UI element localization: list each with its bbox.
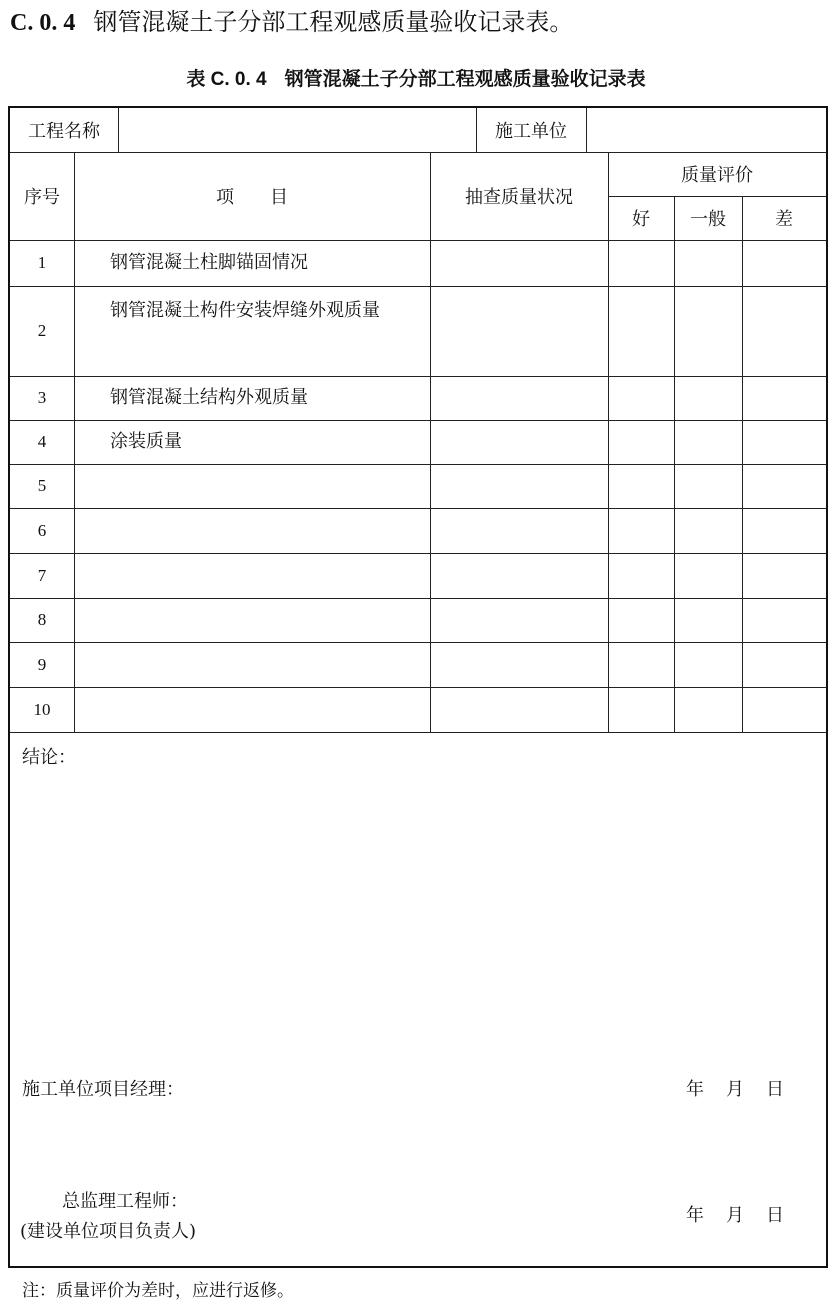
row-seq: 1: [37, 253, 47, 272]
row-item: [74, 464, 430, 508]
manager-signature-date: [664, 1076, 824, 1104]
day-label: 日: [766, 1205, 784, 1226]
column-header-item: 项 目: [216, 187, 288, 208]
section-title: 钢管混凝土子分部工程观感质量验收记录表。: [93, 8, 574, 36]
divider: [430, 152, 431, 732]
column-header-quality-eval: 质量评价: [681, 165, 753, 186]
row-item: [74, 642, 430, 687]
divider: [608, 152, 609, 732]
table-number: 表 C. 0. 4: [186, 69, 267, 90]
construction-unit-label: 施工单位: [495, 121, 567, 142]
divider: [608, 196, 826, 197]
column-header-inspection: 抽查质量状况: [465, 187, 573, 208]
row-item: 钢管混凝土构件安装焊缝外观质量: [110, 300, 380, 321]
manager-signature-label: 施工单位项目经理：: [22, 1079, 184, 1100]
divider: [118, 108, 119, 152]
column-header-good: 好: [632, 209, 650, 230]
table-title: 钢管混凝土子分部工程观感质量验收记录表: [284, 68, 646, 90]
construction-unit-field[interactable]: [586, 108, 826, 152]
supervisor-signature-date: [664, 1202, 824, 1230]
row-item: [74, 598, 430, 642]
column-header-poor: 差: [775, 209, 793, 230]
row-seq: 9: [37, 654, 47, 674]
year-label: 年: [686, 1079, 704, 1100]
row-seq: 7: [37, 565, 47, 585]
record-table: [8, 106, 828, 1268]
project-name-label: 工程名称: [28, 121, 100, 142]
section-number: C. 0. 4: [10, 10, 76, 36]
year-label: 年: [686, 1205, 704, 1226]
row-seq: 4: [37, 432, 47, 451]
row-item: [74, 553, 430, 598]
row-seq: 6: [37, 520, 47, 540]
day-label: 日: [766, 1079, 784, 1100]
row-item: 钢管混凝土结构外观质量: [110, 387, 308, 408]
row-item: [74, 687, 430, 732]
row-seq: 8: [37, 610, 47, 629]
conclusion-label: 结论：: [22, 747, 76, 768]
month-label: 月: [726, 1079, 744, 1100]
divider: [476, 108, 477, 152]
supervisor-signature-sublabel: (建设单位项目负责人): [20, 1221, 197, 1242]
section-heading: [10, 4, 573, 40]
row-seq: 10: [33, 699, 51, 719]
supervisor-signature-label: 总监理工程师：: [62, 1191, 188, 1212]
month-label: 月: [726, 1205, 744, 1226]
footnote: 注：质量评价为差时，应进行返修。: [22, 1281, 294, 1301]
column-header-seq: 序号: [24, 187, 60, 208]
divider: [586, 108, 587, 152]
column-header-fair: 一般: [690, 209, 726, 230]
table-caption: [0, 64, 832, 94]
row-seq: 3: [37, 388, 47, 407]
divider: [10, 732, 826, 733]
project-name-field[interactable]: [118, 108, 476, 152]
row-item: [74, 508, 430, 553]
row-seq: 2: [37, 321, 47, 340]
row-item: 涂装质量: [110, 431, 182, 452]
row-item: 钢管混凝土柱脚锚固情况: [110, 252, 308, 273]
row-seq: 5: [37, 476, 47, 495]
